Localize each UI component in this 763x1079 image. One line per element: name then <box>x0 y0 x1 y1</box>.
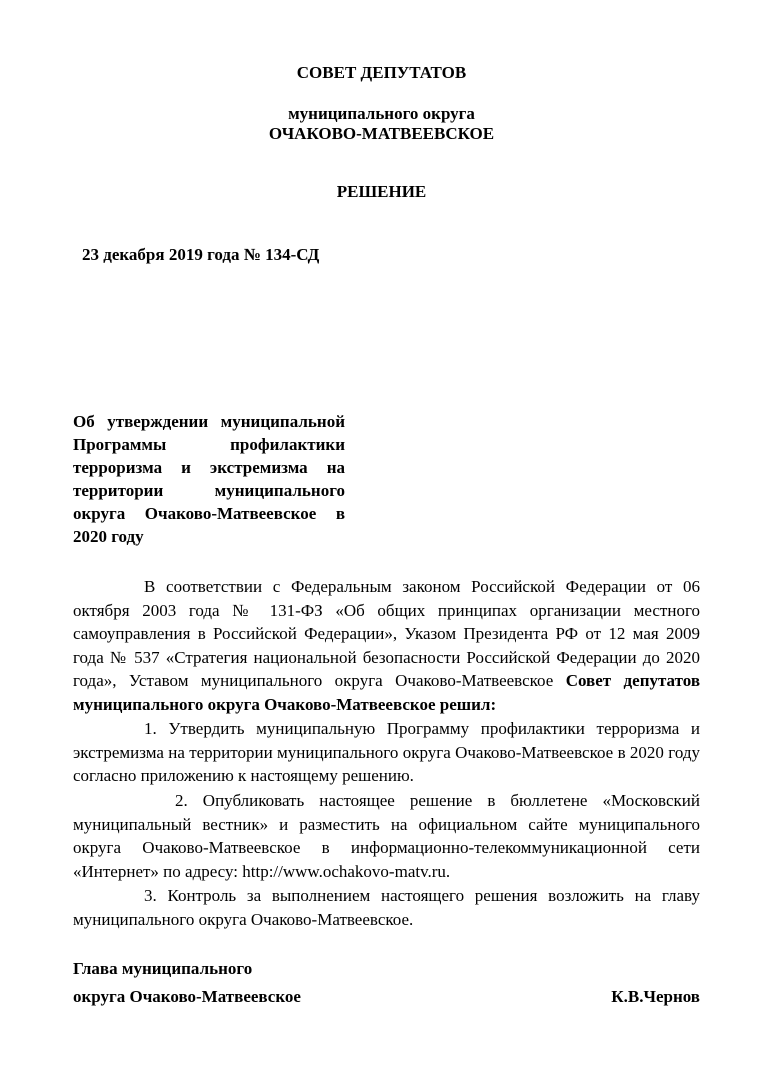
signature-block <box>73 955 700 1011</box>
document-type: РЕШЕНИЕ <box>336 182 427 201</box>
signatory-name: К.В.Чернов <box>611 987 700 1006</box>
signature-title-line-2: округа Очаково-Матвеевское <box>73 987 301 1006</box>
signature-title-line-1: Глава муниципального <box>73 959 253 978</box>
council-title: СОВЕТ ДЕПУТАТОВ <box>296 63 467 82</box>
decision-subject: Об утверждении муниципальной Программы профилактики терроризма и экстремизма на территории муниципального округа Очаково-Матвеевское в 2020 году <box>73 412 345 546</box>
district-line-2: ОЧАКОВО-МАТВЕЕВСКОЕ <box>268 124 495 143</box>
date-and-number: 23 декабря 2019 года № 134-СД <box>82 245 320 264</box>
preamble-paragraph <box>73 575 700 717</box>
item-1: 1. Утвердить муниципальную Программу профилактики терроризма и экстремизма на территории муниципального округа Очаково-Матвеевское в 2020 году согласно приложению к настоящему решению. <box>73 719 700 786</box>
signature-title-line-2-row <box>73 983 700 1011</box>
preamble-text: В соответствии с Федеральным законом Российской Федерации от 06 октября 2003 года № 131-ФЗ «Об общих принципах организации местного самоуправления в Российской Федерации», Указом Президента РФ от 12 мая 2009 года № 537 «Стратегия национальной безопасности Российской Федерации до 2020 года», Уставом муниципального округа Очаково-Матвеевское <box>73 577 700 691</box>
item-2: 2. Опубликовать настоящее решение в бюллетене «Московский муниципальный вестник» и разместить на официальном сайте муниципального округа Очаково-Матвеевское в информационно-телекоммуникационной сети «Интернет» по адресу: http://www.ochakovo-matv.ru. <box>73 791 700 881</box>
preamble-resolution: Совет депутатов муниципального округа Очаково-Матвеевское решил: <box>73 671 700 714</box>
district-line-1: муниципального округа <box>288 104 475 123</box>
item-3: 3. Контроль за выполнением настоящего решения возложить на главу муниципального округа Очаково-Матвеевское. <box>73 886 700 929</box>
